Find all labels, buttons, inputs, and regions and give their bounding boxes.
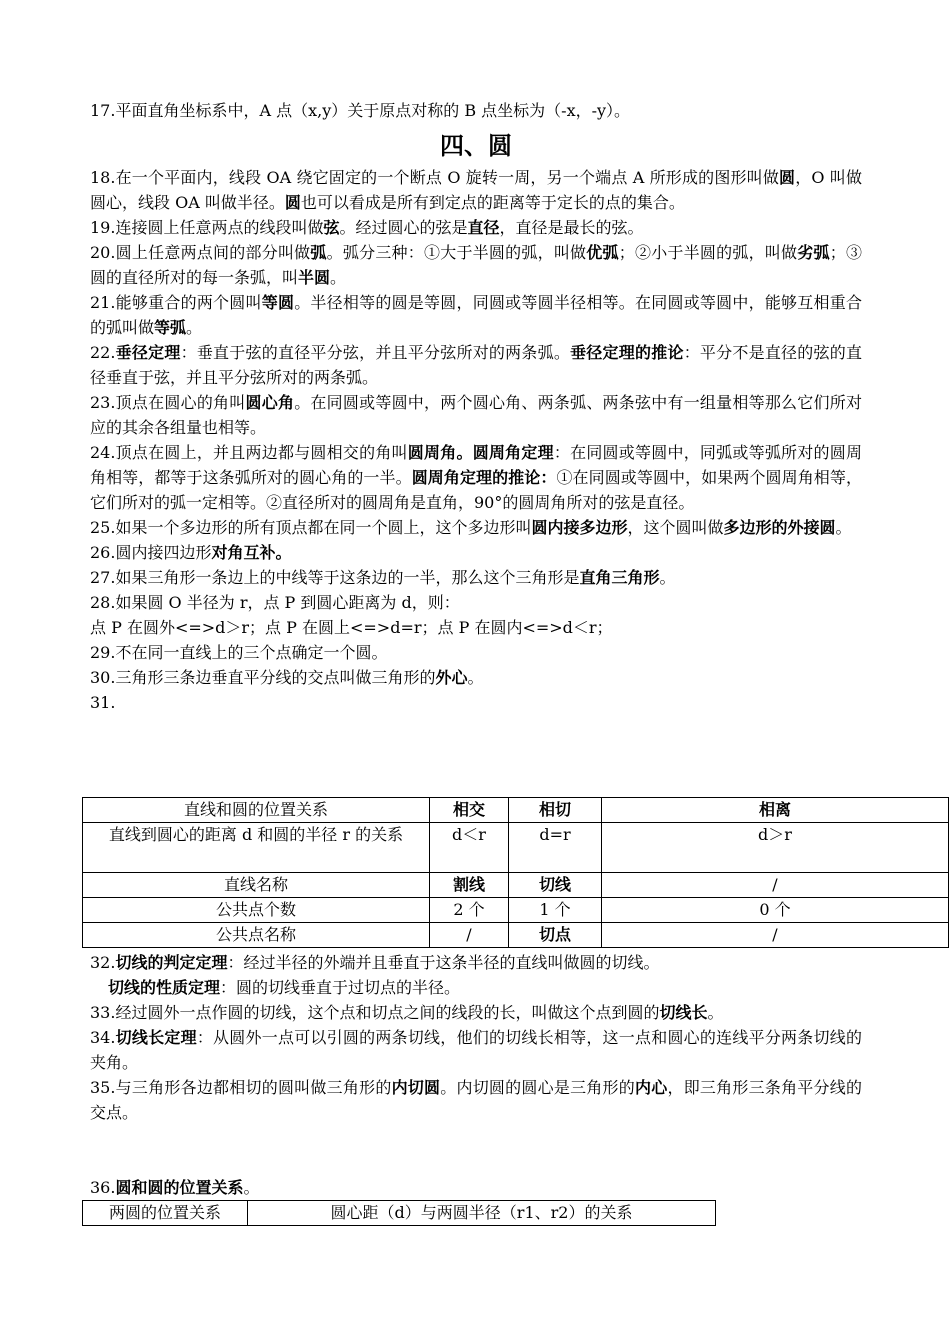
table-header-row: [83, 798, 949, 823]
table-cell: 直线到圆心的距离 d 和圆的半径 r 的关系: [83, 823, 430, 873]
table-header-cell: 圆心距（d）与两圆半径（r1、r2）的关系: [248, 1201, 716, 1226]
paragraph-25: 25.如果一个多边形的所有顶点都在同一个圆上，这个多边形叫圆内接多边形，这个圆叫做多边形的外接圆。: [90, 518, 852, 537]
table-cell: /: [602, 873, 949, 898]
table-header-cell: 相交: [430, 798, 509, 823]
table-cell: /: [430, 923, 509, 948]
paragraph-26: 26.圆内接四边形对角互补。: [90, 543, 292, 562]
paragraph-23: 23.顶点在圆心的角叫圆心角。在同圆或等圆中，两个圆心角、两条弧、两条弦中有一组量相等那么它们所对应的其余各组量也相等。: [90, 393, 862, 437]
table-cell: 公共点名称: [83, 923, 430, 948]
paragraph-22: 22.垂径定理：垂直于弦的直径平分弦，并且平分弦所对的两条弧。垂径定理的推论：平分不是直径的弦的直径垂直于弦，并且平分弦所对的两条弧。: [90, 343, 862, 387]
table-row: [83, 823, 949, 873]
table-cell: /: [602, 923, 949, 948]
line-circle-relation-table: [82, 797, 949, 948]
table-cell: 2 个: [430, 898, 509, 923]
paragraph-29: 29.不在同一直线上的三个点确定一个圆。: [90, 643, 388, 662]
paragraph-30: 30.三角形三条边垂直平分线的交点叫做三角形的外心。: [90, 668, 484, 687]
table-header-cell: 直线和圆的位置关系: [83, 798, 430, 823]
table-cell: 0 个: [602, 898, 949, 923]
circle-circle-relation-table: [82, 1200, 716, 1226]
table-cell: d＜r: [430, 823, 509, 873]
paragraph-17: 17.平面直角坐标系中，A 点（x,y）关于原点对称的 B 点坐标为（-x，-y）。: [90, 101, 631, 120]
table-cell: 割线: [430, 873, 509, 898]
table-cell: d=r: [509, 823, 602, 873]
paragraph-35: 35.与三角形各边都相切的圆叫做三角形的内切圆。内切圆的圆心是三角形的内心，即三角形三条角平分线的交点。: [90, 1078, 862, 1122]
paragraph-24: 24.顶点在圆上，并且两边都与圆相交的角叫圆周角。圆周角定理：在同圆或等圆中，同弧或等弧所对的圆周角相等，都等于这条弧所对的圆心角的一半。圆周角定理的推论：①在同圆或等圆中，如果两个圆周角相等，它们所对的弧一定相等。②直径所对的圆周角是直角，90°的圆周角所对的弦是直径。: [90, 443, 862, 512]
section-title: 四、圆: [440, 131, 512, 160]
paragraph-21: 21.能够重合的两个圆叫等圆。半径相等的圆是等圆，同圆或等圆半径相等。在同圆或等圆中，能够互相重合的弧叫做等弧。: [90, 293, 862, 337]
table-header-cell: 相切: [509, 798, 602, 823]
table-cell: 切线: [509, 873, 602, 898]
paragraph-33: 33.经过圆外一点作圆的切线，这个点和切点之间的线段的长，叫做这个点到圆的切线长。: [90, 1003, 724, 1022]
table-header-cell: 两圆的位置关系: [83, 1201, 248, 1226]
table-cell: 切点: [509, 923, 602, 948]
paragraph-34: 34.切线长定理：从圆外一点可以引圆的两条切线，他们的切线长相等，这一点和圆心的连线平分两条切线的夹角。: [90, 1028, 862, 1072]
paragraph-18: 18.在一个平面内，线段 OA 绕它固定的一个断点 O 旋转一周，另一个端点 A 所形成的图形叫做圆，O 叫做圆心，线段 OA 叫做半径。圆也可以看成是所有到定点的距离等于定长的点的集合。: [90, 168, 862, 212]
paragraph-28: 28.如果圆 O 半径为 r，点 P 到圆心距离为 d，则：: [90, 593, 460, 612]
table-cell: 1 个: [509, 898, 602, 923]
table-cell: 公共点个数: [83, 898, 430, 923]
table-row: [83, 873, 949, 898]
table-cell: d＞r: [602, 823, 949, 873]
document-body: [90, 98, 862, 715]
table-row: [83, 898, 949, 923]
table-header-row: [83, 1201, 716, 1226]
paragraph-32: 32.切线的判定定理：经过半径的外端并且垂直于这条半径的直线叫做圆的切线。: [90, 953, 660, 972]
document-body-lower: [90, 950, 862, 1125]
paragraph-28-conditions: 点 P 在圆外<=>d＞r；点 P 在圆上<=>d=r；点 P 在圆内<=>d＜r；: [90, 618, 613, 637]
paragraph-32-property: 切线的性质定理：圆的切线垂直于过切点的半径。: [108, 978, 461, 997]
paragraph-19: 19.连接圆上任意两点的线段叫做弦。经过圆心的弦是直径，直径是最长的弦。: [90, 218, 644, 237]
paragraph-36: 36.圆和圆的位置关系。: [90, 1178, 260, 1197]
paragraph-31-label: 31.: [90, 693, 116, 712]
paragraph-27: 27.如果三角形一条边上的中线等于这条边的一半，那么这个三角形是直角三角形。: [90, 568, 676, 587]
table-header-cell: 相离: [602, 798, 949, 823]
table-cell: 直线名称: [83, 873, 430, 898]
table-row: [83, 923, 949, 948]
paragraph-20: 20.圆上任意两点间的部分叫做弧。弧分三种：①大于半圆的弧，叫做优弧；②小于半圆的弧，叫做劣弧；③圆的直径所对的每一条弧，叫半圆。: [90, 243, 862, 287]
